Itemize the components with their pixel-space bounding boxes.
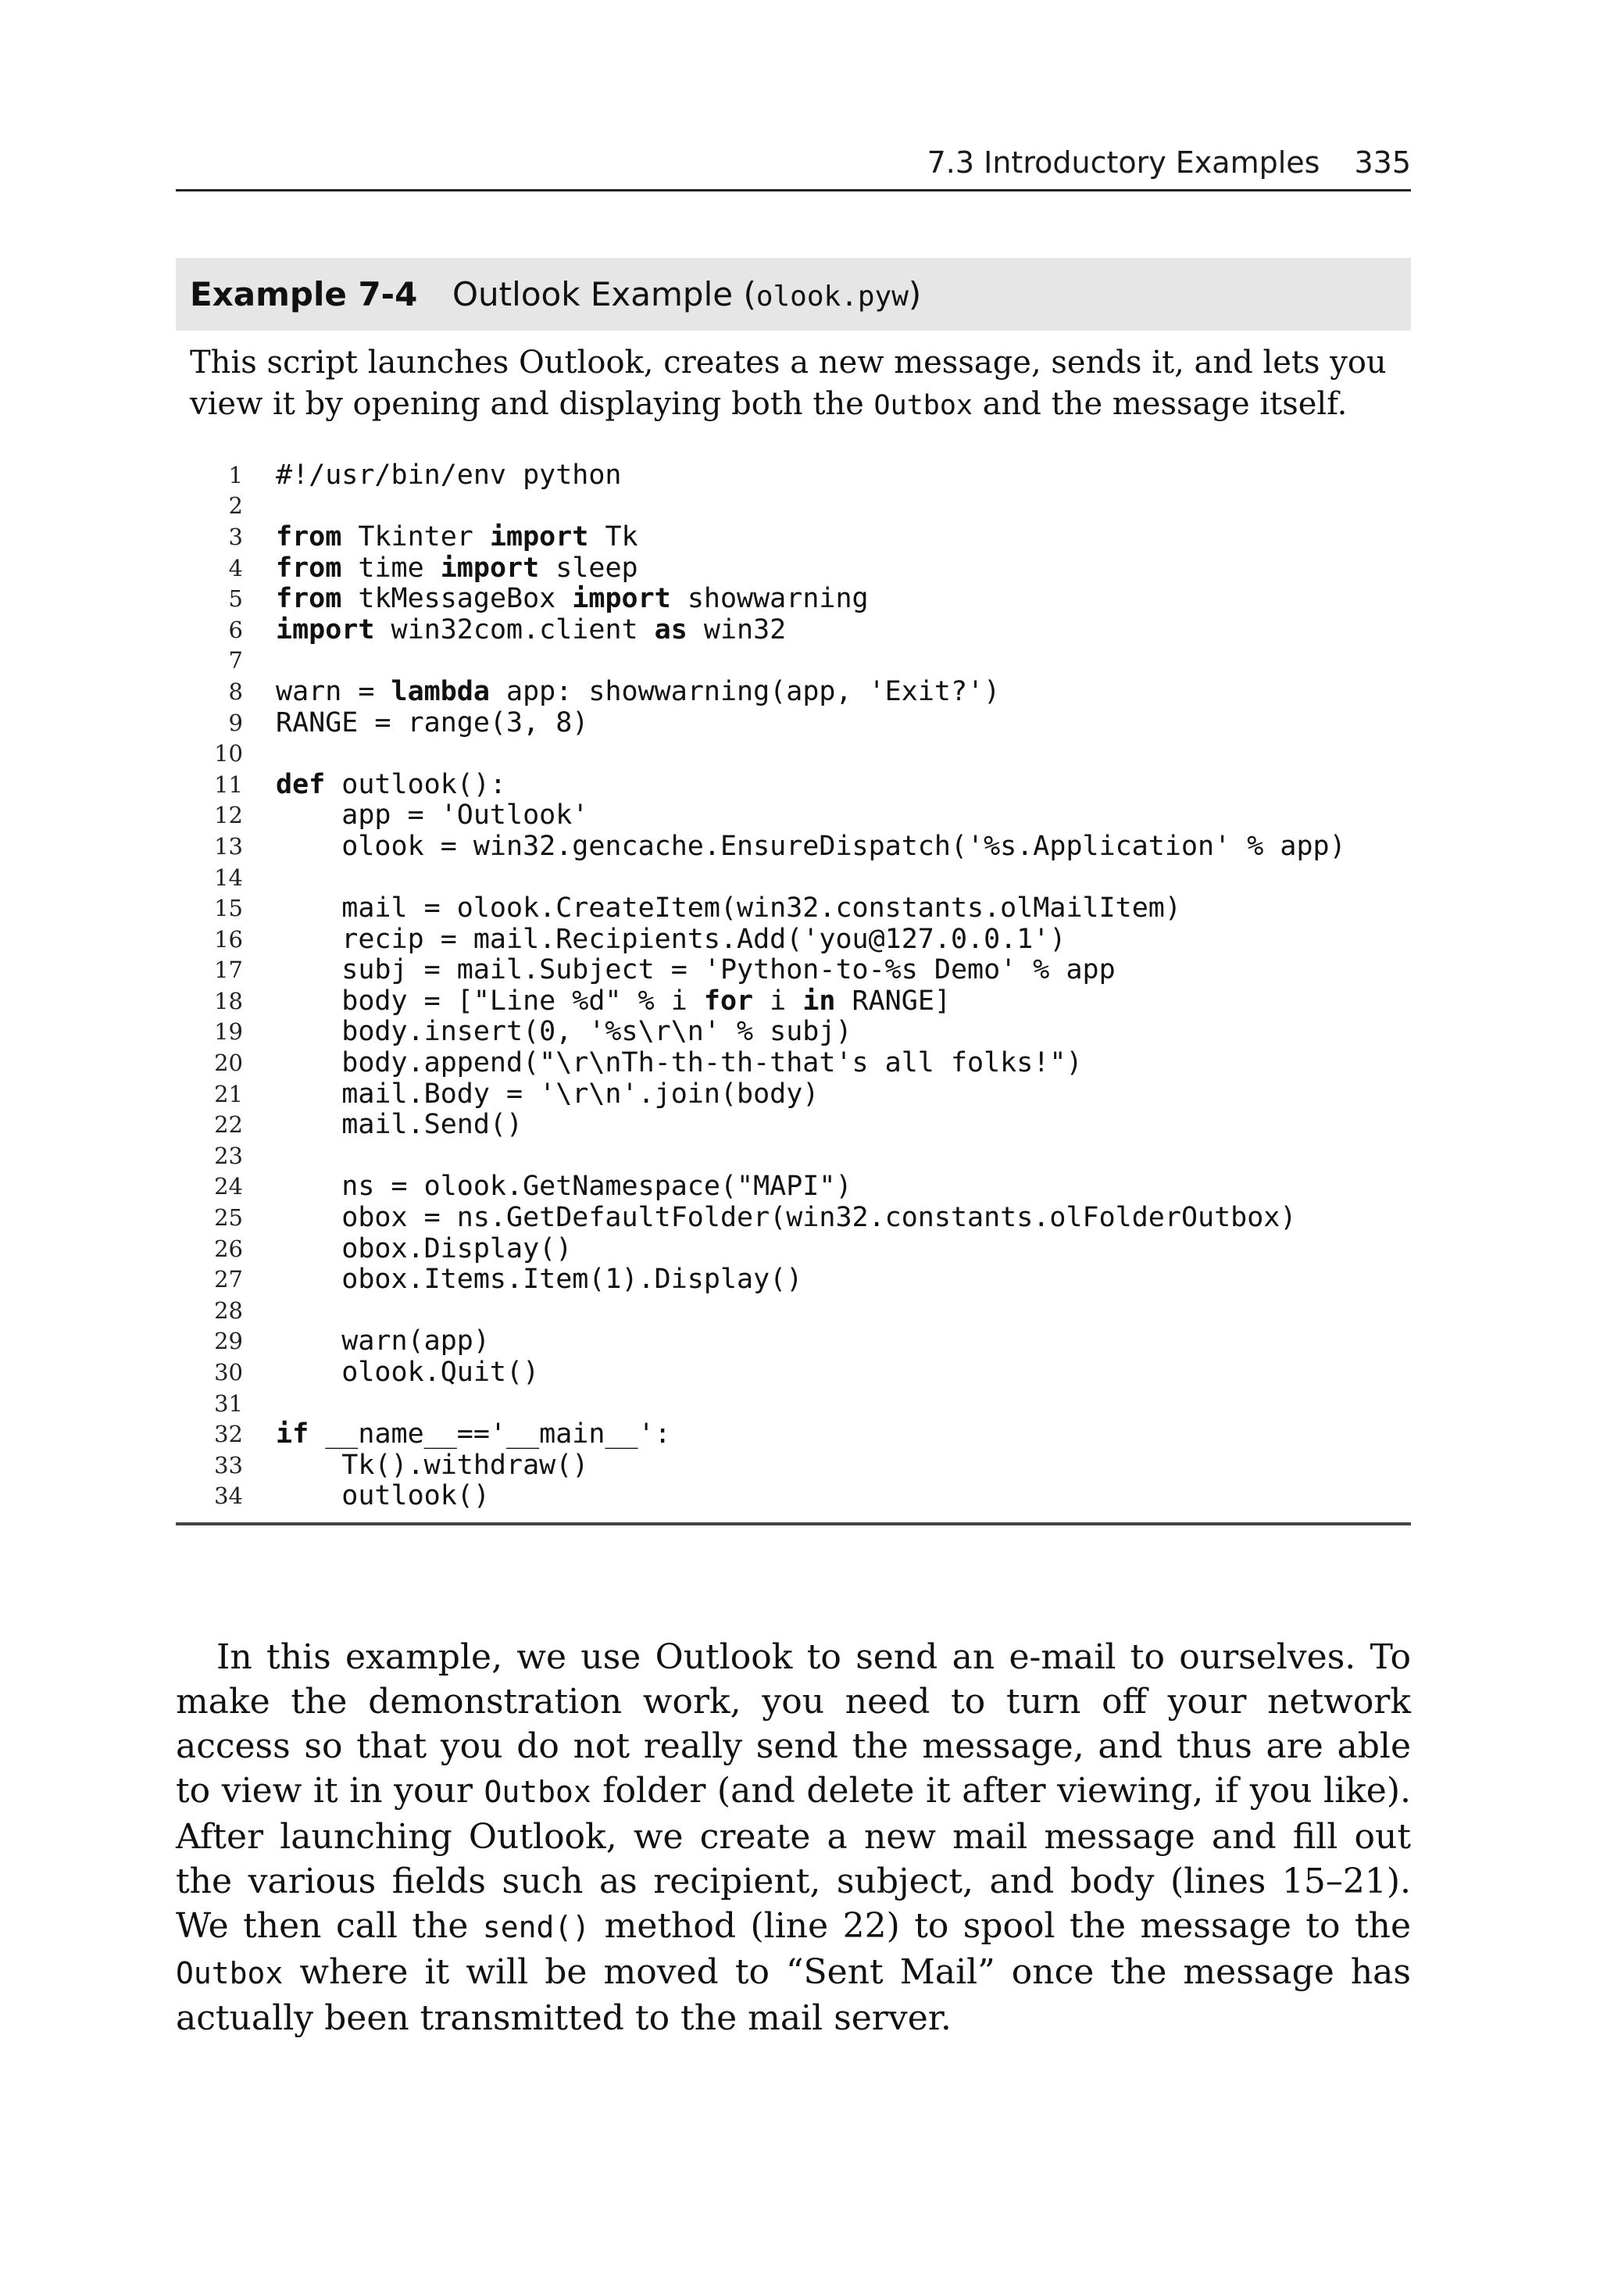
code-token: RANGE = range(3, 8) bbox=[276, 706, 589, 739]
code-line bbox=[176, 862, 1411, 893]
line-number: 11 bbox=[214, 771, 243, 798]
line-number: 15 bbox=[214, 895, 243, 922]
line-number: 13 bbox=[214, 832, 243, 860]
code-text bbox=[276, 892, 1181, 924]
code-line bbox=[176, 553, 1411, 584]
code-keyword: lambda bbox=[391, 675, 490, 707]
code-line bbox=[176, 460, 1411, 491]
body-code-outbox-2: Outbox bbox=[176, 1956, 284, 1990]
code-line bbox=[176, 1171, 1411, 1203]
code-text bbox=[276, 1016, 852, 1047]
code-line bbox=[176, 1017, 1411, 1048]
code-line bbox=[176, 738, 1411, 769]
code-line bbox=[176, 646, 1411, 677]
code-text bbox=[276, 1171, 852, 1202]
line-number: 34 bbox=[214, 1482, 243, 1510]
code-line bbox=[176, 521, 1411, 553]
line-number: 27 bbox=[214, 1266, 243, 1293]
code-listing bbox=[176, 460, 1411, 1525]
code-token: body.insert(0, '%s\r\n' % subj) bbox=[276, 1016, 852, 1048]
line-number: 14 bbox=[214, 864, 243, 891]
line-number: 6 bbox=[228, 616, 243, 643]
code-token: Tk bbox=[588, 520, 638, 553]
code-text bbox=[276, 553, 638, 584]
line-number: 16 bbox=[214, 925, 243, 953]
body-text-2: folder (and delete it after viewing, if you like). After launching Outlook, we create a new mail message and fill out the various fields such as recipient, subject, and body (lines 15–21). We then call the bbox=[176, 1771, 1411, 1946]
code-token: obox = ns.GetDefaultFolder(win32.constants.olFolderOutbox) bbox=[276, 1202, 1297, 1234]
example-filename: olook.pyw bbox=[755, 281, 909, 313]
page-number: 335 bbox=[1354, 145, 1411, 180]
line-number: 4 bbox=[228, 554, 243, 581]
code-token: recip = mail.Recipients.Add('you@127.0.0.1') bbox=[276, 923, 1066, 955]
line-number: 21 bbox=[214, 1080, 243, 1107]
code-line bbox=[176, 491, 1411, 522]
code-line bbox=[176, 614, 1411, 646]
code-token: showwarning bbox=[670, 583, 869, 615]
code-line bbox=[176, 1264, 1411, 1295]
code-token: Tk().withdraw() bbox=[276, 1449, 589, 1481]
line-number: 30 bbox=[214, 1359, 243, 1386]
code-token: win32com.client bbox=[374, 613, 655, 646]
example-title-close: ) bbox=[908, 275, 922, 313]
running-head bbox=[176, 123, 1411, 191]
line-number: 12 bbox=[214, 802, 243, 829]
code-line bbox=[176, 1295, 1411, 1326]
example-title bbox=[452, 275, 921, 313]
code-line bbox=[176, 831, 1411, 862]
code-keyword: import bbox=[489, 520, 589, 553]
code-keyword: import bbox=[276, 613, 375, 646]
code-text bbox=[276, 1450, 588, 1481]
body-paragraph bbox=[176, 1635, 1411, 2040]
code-token: subj = mail.Subject = 'Python-to-%s Demo' % app bbox=[276, 954, 1116, 986]
body-text-4: where it will be moved to “Sent Mail” once the message has actually been transmitted to the mail server. bbox=[176, 1952, 1411, 2038]
code-text bbox=[276, 831, 1346, 862]
code-line bbox=[176, 1388, 1411, 1419]
code-keyword: for bbox=[703, 985, 754, 1017]
code-token: Tkinter bbox=[341, 520, 490, 553]
line-number: 1 bbox=[228, 461, 243, 488]
code-text bbox=[276, 614, 786, 646]
code-keyword: as bbox=[654, 613, 688, 646]
code-line bbox=[176, 1109, 1411, 1140]
code-text bbox=[276, 1264, 802, 1295]
example-description bbox=[190, 342, 1411, 427]
body-code-send: send() bbox=[482, 1910, 591, 1944]
code-line bbox=[176, 800, 1411, 831]
body-text-1: In this example, we use Outlook to send an e-mail to ourselves. To make the demonstration work, you need to turn off your network access so that you do not really send the message, and thus are able to view it in your bbox=[176, 1637, 1411, 1811]
code-line bbox=[176, 892, 1411, 924]
code-text bbox=[276, 1325, 490, 1357]
line-number: 22 bbox=[214, 1111, 243, 1139]
code-token: olook = win32.gencache.EnsureDispatch('%s.Application' % app) bbox=[276, 830, 1346, 862]
code-text bbox=[276, 1047, 1083, 1078]
code-line bbox=[176, 1078, 1411, 1110]
code-token: app: showwarning(app, 'Exit?') bbox=[489, 675, 1001, 707]
line-number: 24 bbox=[214, 1173, 243, 1200]
code-token: win32 bbox=[687, 613, 787, 646]
code-token: outlook() bbox=[276, 1480, 490, 1512]
code-token: warn = bbox=[276, 675, 391, 707]
section-title: 7.3 Introductory Examples bbox=[927, 145, 1320, 180]
line-number: 18 bbox=[214, 987, 243, 1014]
code-text bbox=[276, 985, 951, 1017]
code-token: mail.Body = '\r\n'.join(body) bbox=[276, 1078, 820, 1110]
code-text bbox=[276, 1480, 490, 1511]
line-number: 33 bbox=[214, 1451, 243, 1479]
code-line bbox=[176, 583, 1411, 614]
code-line bbox=[176, 1233, 1411, 1264]
code-token: #!/usr/bin/env python bbox=[276, 459, 622, 491]
code-keyword: import bbox=[572, 583, 671, 615]
code-line bbox=[176, 985, 1411, 1017]
code-text bbox=[276, 954, 1116, 985]
code-line bbox=[176, 1450, 1411, 1481]
line-number: 29 bbox=[214, 1328, 243, 1355]
line-number: 17 bbox=[214, 957, 243, 984]
code-token: warn(app) bbox=[276, 1325, 490, 1357]
line-number: 31 bbox=[214, 1389, 243, 1417]
code-text bbox=[276, 707, 588, 739]
code-line bbox=[176, 1357, 1411, 1388]
code-keyword: from bbox=[276, 583, 342, 615]
code-token: olook.Quit() bbox=[276, 1357, 540, 1389]
code-token: tkMessageBox bbox=[341, 583, 573, 615]
code-text bbox=[276, 583, 869, 614]
line-number: 7 bbox=[228, 647, 243, 674]
code-line bbox=[176, 1481, 1411, 1512]
code-keyword: from bbox=[276, 520, 342, 553]
code-token: time bbox=[341, 552, 441, 584]
code-line bbox=[176, 1202, 1411, 1233]
code-text bbox=[276, 1418, 671, 1450]
code-text bbox=[276, 769, 506, 800]
line-number: 9 bbox=[228, 709, 243, 736]
code-line bbox=[176, 1326, 1411, 1357]
code-keyword: def bbox=[276, 768, 326, 800]
code-text bbox=[276, 1357, 539, 1388]
code-token: app = 'Outlook' bbox=[276, 799, 589, 831]
code-line bbox=[176, 707, 1411, 739]
code-token: RANGE] bbox=[835, 985, 951, 1017]
code-token: obox.Display() bbox=[276, 1232, 573, 1264]
line-number: 20 bbox=[214, 1050, 243, 1077]
line-number: 28 bbox=[214, 1296, 243, 1324]
code-token: outlook(): bbox=[325, 768, 507, 800]
code-line bbox=[176, 676, 1411, 707]
code-text bbox=[276, 1078, 819, 1110]
code-text bbox=[276, 1202, 1296, 1233]
code-line bbox=[176, 1140, 1411, 1171]
code-keyword: in bbox=[802, 985, 836, 1017]
code-keyword: if bbox=[276, 1418, 309, 1450]
line-number: 8 bbox=[228, 678, 243, 705]
line-number: 32 bbox=[214, 1421, 243, 1448]
code-token: ns = olook.GetNamespace("MAPI") bbox=[276, 1171, 852, 1203]
code-text bbox=[276, 521, 638, 553]
code-line bbox=[176, 955, 1411, 986]
example-description-1: This script launches Outlook, creates a new message, sends it, and lets you view it by opening and displaying both the bbox=[190, 345, 1387, 422]
code-line bbox=[176, 1418, 1411, 1450]
code-keyword: import bbox=[440, 552, 540, 584]
code-token: body = ["Line %d" % i bbox=[276, 985, 704, 1017]
code-token: mail = olook.CreateItem(win32.constants.olMailItem) bbox=[276, 892, 1181, 924]
code-text bbox=[276, 1233, 572, 1264]
code-token: i bbox=[753, 985, 803, 1017]
line-number: 25 bbox=[214, 1204, 243, 1232]
example-description-2: and the message itself. bbox=[972, 386, 1348, 422]
line-number: 19 bbox=[214, 1018, 243, 1046]
line-number: 26 bbox=[214, 1235, 243, 1262]
code-token: obox.Items.Item(1).Display() bbox=[276, 1264, 803, 1296]
code-keyword: from bbox=[276, 552, 342, 584]
code-line bbox=[176, 769, 1411, 800]
line-number: 10 bbox=[214, 740, 243, 767]
example-label: Example 7-4 bbox=[190, 275, 418, 313]
code-text bbox=[276, 676, 1000, 707]
code-token: mail.Send() bbox=[276, 1109, 523, 1141]
code-token: sleep bbox=[539, 552, 638, 584]
code-text bbox=[276, 799, 588, 831]
body-code-outbox: Outbox bbox=[484, 1775, 591, 1809]
example-title-text: Outlook Example ( bbox=[452, 275, 756, 313]
line-number: 3 bbox=[228, 523, 243, 550]
code-text bbox=[276, 460, 622, 491]
example-header bbox=[176, 258, 1411, 331]
code-text bbox=[276, 924, 1066, 955]
line-number: 2 bbox=[228, 492, 243, 520]
example-description-code: Outbox bbox=[873, 390, 973, 421]
code-line bbox=[176, 924, 1411, 955]
line-number: 5 bbox=[228, 585, 243, 613]
code-token: body.append("\r\nTh-th-th-that's all folks!") bbox=[276, 1047, 1083, 1079]
code-text bbox=[276, 1109, 523, 1140]
code-token: __name__=='__main__': bbox=[309, 1418, 671, 1450]
code-line bbox=[176, 1047, 1411, 1078]
body-text-3: method (line 22) to spool the message to the bbox=[590, 1906, 1411, 1946]
line-number: 23 bbox=[214, 1142, 243, 1169]
